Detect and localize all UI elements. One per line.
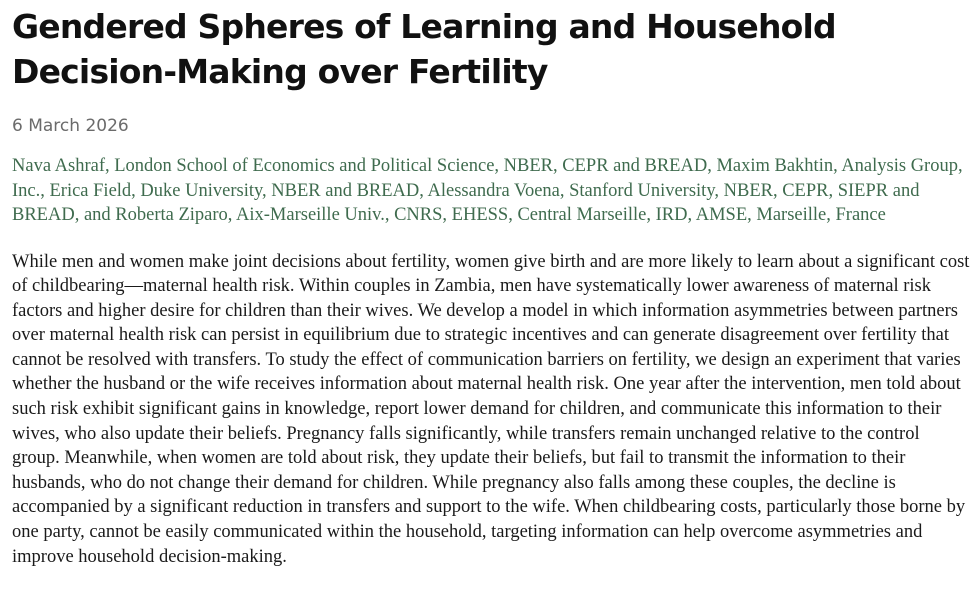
article-container [12, 0, 970, 569]
article-title: Gendered Spheres of Learning and Household Decision-Making over Fertility [12, 7, 836, 91]
publication-date: 6 March 2026 [12, 116, 129, 136]
author-list: Nava Ashraf, London School of Economics and Political Science, NBER, CEPR and BREAD, Maxim Bakhtin, Analysis Group, Inc., Erica Field, Duke University, NBER and BREAD, Alessandra Voena, Stanford University, NBER, CEPR, SIEPR and BREAD, and Roberta Ziparo, Aix-Marseille Univ., CNRS, EHESS, Central Marseille, IRD, AMSE, Marseille, France [12, 156, 963, 225]
abstract-text: While men and women make joint decisions about fertility, women give birth and are more likely to learn about a significant cost of childbearing—maternal health risk. Within couples in Zambia, men have systematically lower awareness of maternal risk factors and higher desire for children than their wives. We develop a model in which information asymmetries between partners over maternal health risk can persist in equilibrium due to strategic incentives and can generate disagreement over fertility that cannot be resolved with transfers. To study the effect of communication barriers on fertility, we design an experiment that varies whether the husband or the wife receives information about maternal health risk. One year after the intervention, men told about such risk exhibit significant gains in knowledge, report lower demand for children, and communicate this information to their wives, who also update their beliefs. Pregnancy falls significantly, while transfers remain unchanged relative to the control group. Meanwhile, when women are told about risk, they update their beliefs, but fail to transmit the information to their husbands, who do not change their demand for children. While pregnancy also falls among these couples, the decline is accompanied by a significant reduction in transfers and support to the wife. When childbearing costs, particularly those borne by one party, cannot be easily communicated within the household, targeting information can help overcome asymmetries and improve household decision-making. [12, 251, 970, 567]
